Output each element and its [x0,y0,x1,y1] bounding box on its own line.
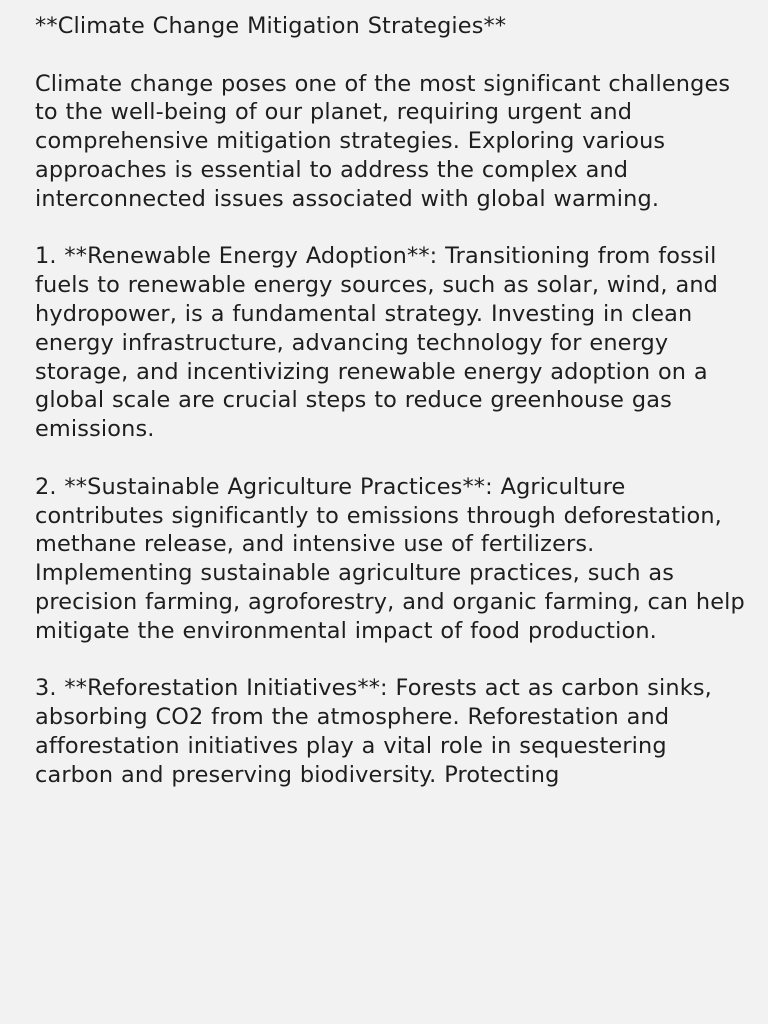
section-renewable-energy: 1. **Renewable Energy Adoption**: Transitioning from fossil fuels to renewable energy sources, such as solar, wind, and hydropower, is a fundamental strategy. Investing in clean energy infrastructure, advancing technology for energy storage, and incentivizing renewable energy adoption on a global scale are crucial steps to reduce greenhouse gas emissions. [35,243,719,443]
intro-paragraph: Climate change poses one of the most significant challenges to the well-being of our planet, requiring urgent and comprehensive mitigation strategies. Exploring various approaches is essential to address the complex and interconnected issues associated with global warming. [35,70,731,212]
section-sustainable-agriculture: 2. **Sustainable Agriculture Practices**: Agriculture contributes significantly to emissions through deforestation, methane release, and intensive use of fertilizers. Implementing sustainable agriculture practices, such as precision farming, agroforestry, and organic farming, can help mitigate the environmental impact of food production. [35,473,745,644]
section-reforestation: 3. **Reforestation Initiatives**: Forests act as carbon sinks, absorbing CO2 from the atmosphere. Reforestation and afforestation initiatives play a vital role in sequestering carbon and preserving biodiversity. Protecting [35,675,712,788]
document-title: **Climate Change Mitigation Strategies** [35,13,507,39]
